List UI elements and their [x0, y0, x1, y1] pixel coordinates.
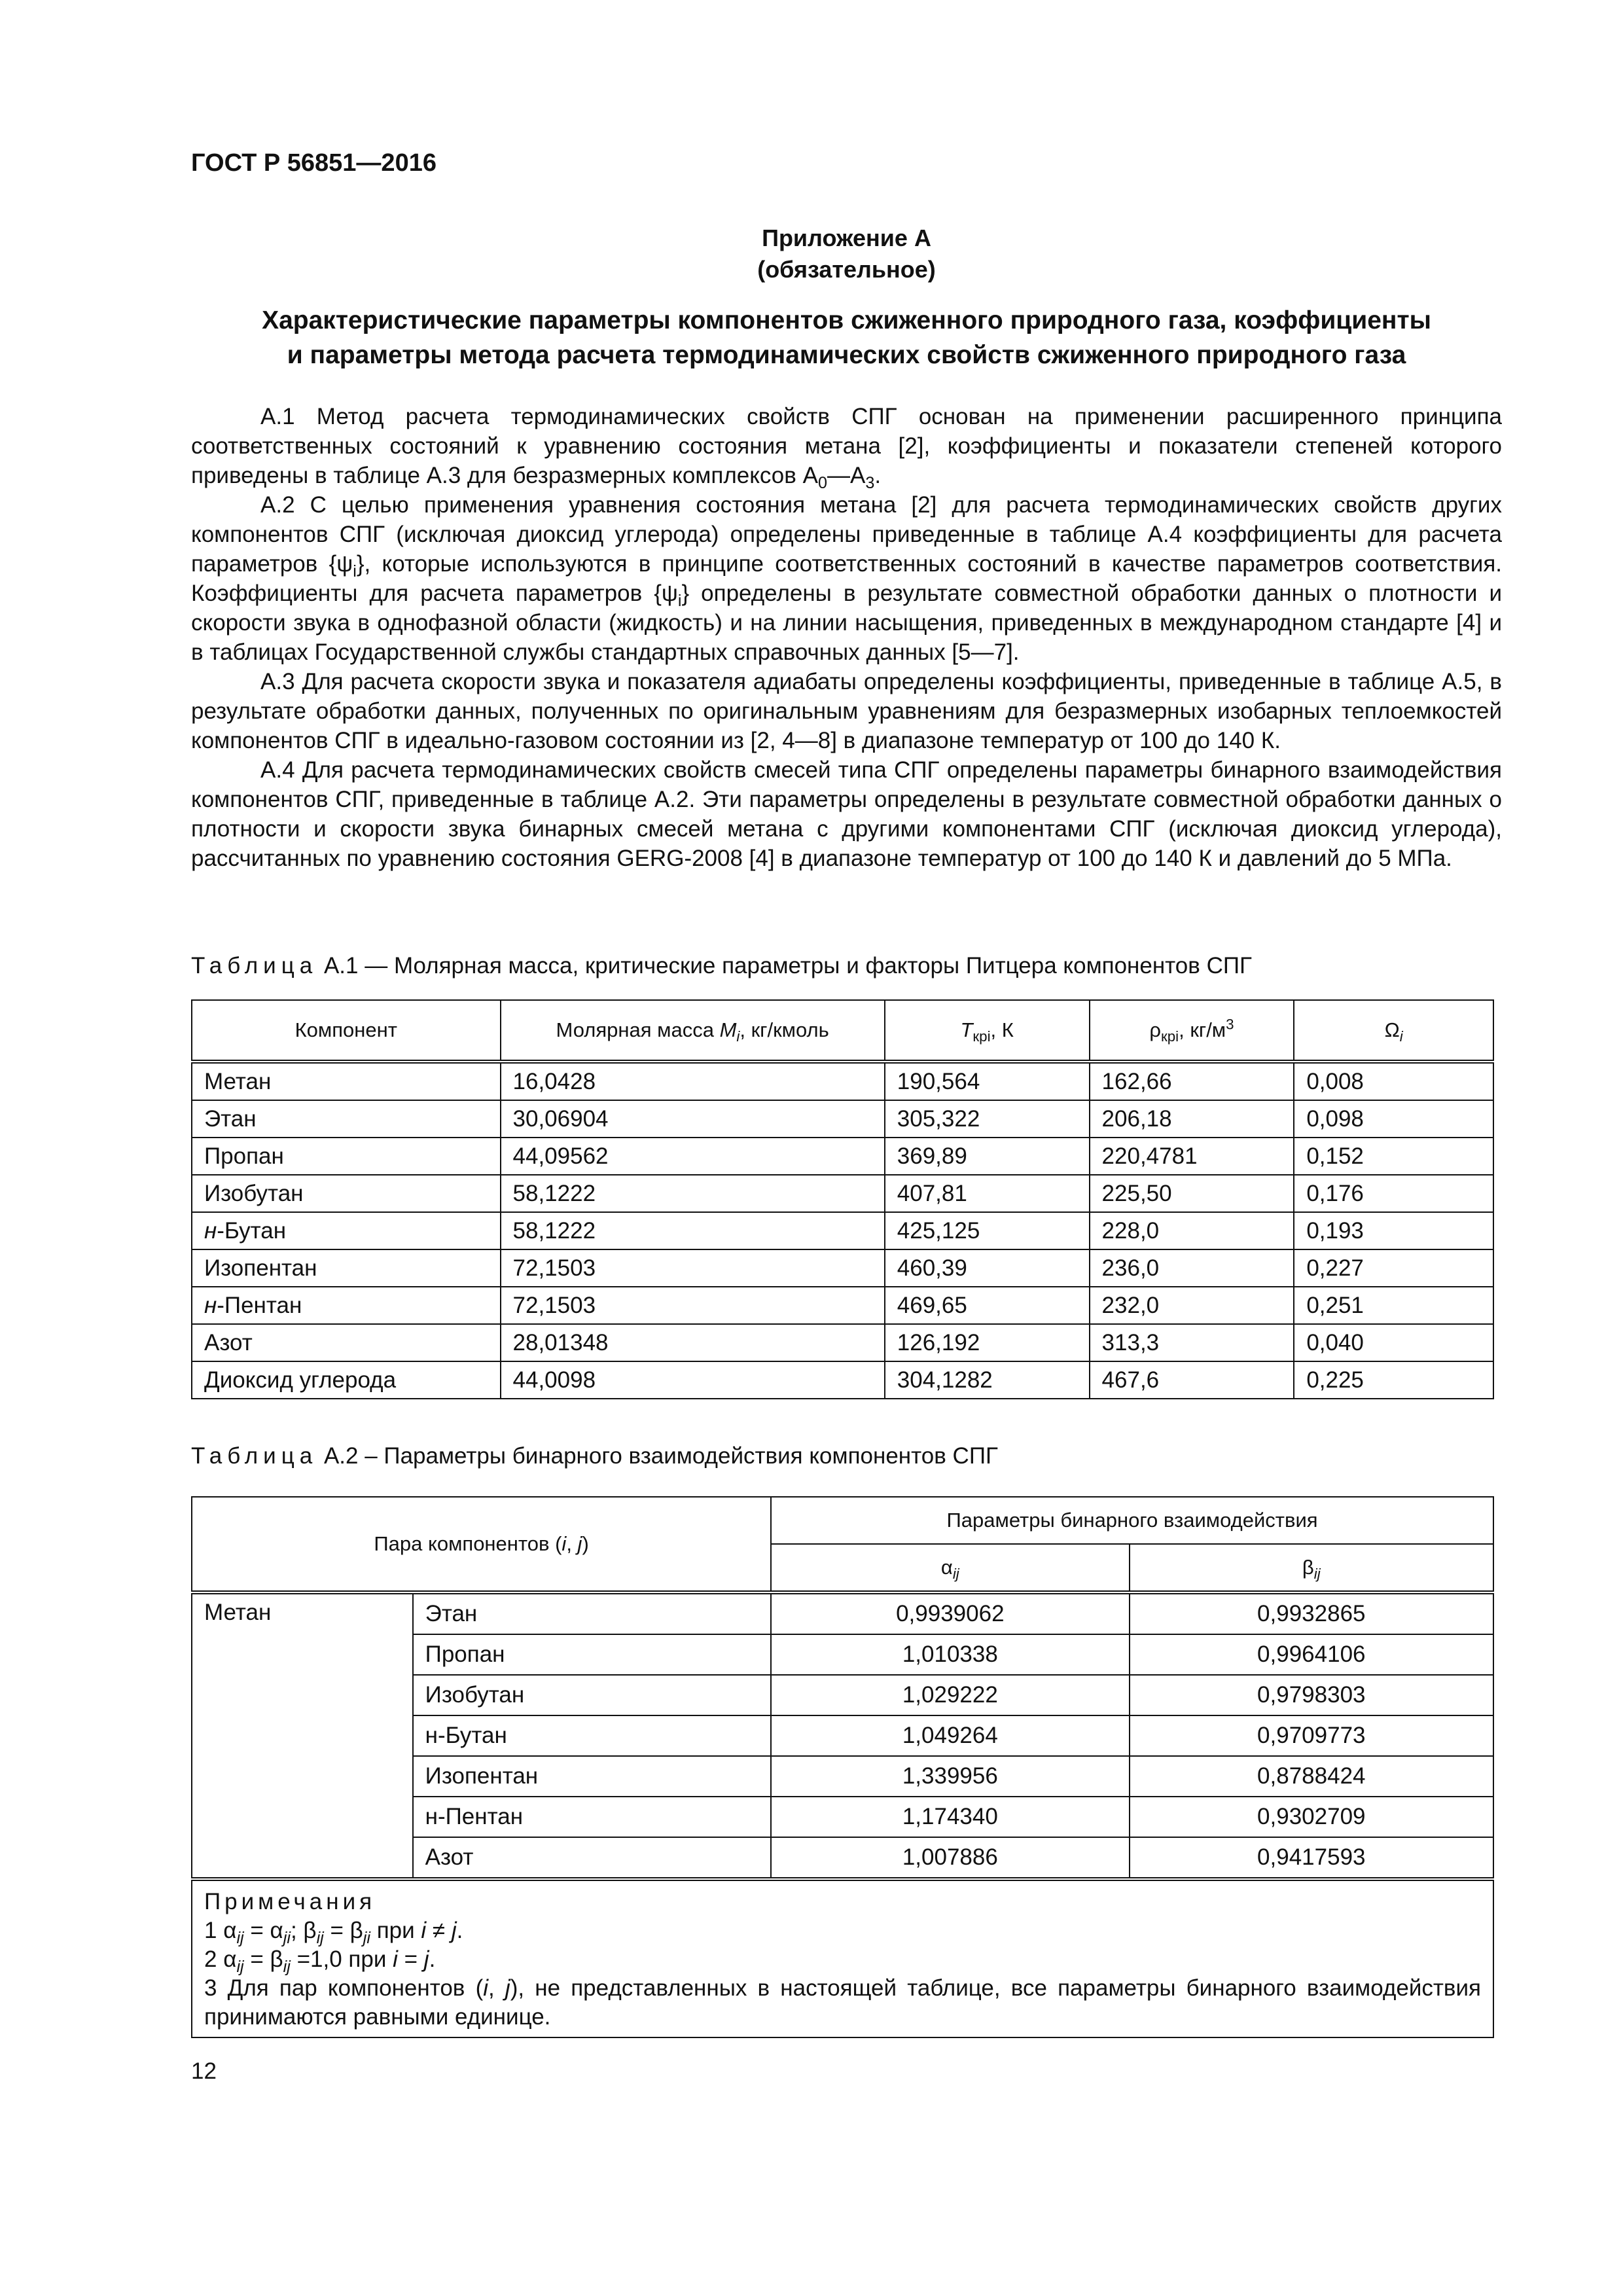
table1-header-row — [192, 1000, 1493, 1062]
critical-temperature: 469,65 — [885, 1287, 1090, 1324]
n1-end: . — [456, 1918, 463, 1943]
document-code: ГОСТ Р 56851—2016 — [191, 149, 437, 177]
molar-pre: Молярная масса — [556, 1018, 720, 1041]
paragraph-a4: А.4 Для расчета термодинамических свойств смесей типа СПГ определены параметры бинарного взаимодействия компонентов СПГ, приведенные в таблице А.2. Эти параметры определены в результате совместной обработки данных о плотности и скорости звука бинарных смесей метана с другими компонентами СПГ (исключая диоксид углерода), рассчитанных по уравнению состояния GERG-2008 [4] в диапазоне температур от 100 до 140 К и давлений до 5 МПа. — [191, 757, 1502, 871]
n1-ij: ij — [236, 1929, 244, 1947]
component-label: Пропан — [204, 1143, 284, 1169]
table2-notes-row — [192, 1879, 1493, 2037]
table2-header-row1 — [192, 1497, 1493, 1544]
component-label: Метан — [204, 1068, 272, 1094]
component-prefix: н — [204, 1292, 217, 1318]
annex-heading — [191, 223, 1502, 285]
critical-temperature: 460,39 — [885, 1249, 1090, 1287]
table1-header-tcrit — [885, 1000, 1090, 1062]
paragraph-a2 — [191, 490, 1502, 667]
alpha-sym: α — [940, 1556, 953, 1579]
second-component: н-Пентан — [413, 1797, 771, 1837]
component-prefix: н — [204, 1217, 217, 1244]
molar-mass: 72,1503 — [501, 1249, 885, 1287]
table2-header-alpha — [771, 1544, 1129, 1592]
table1-header-omega — [1294, 1000, 1493, 1062]
paragraph-a1-dash: —А — [827, 463, 866, 488]
table1-header-component: Компонент — [192, 1000, 501, 1062]
molar-mass: 16,0428 — [501, 1062, 885, 1100]
n3-j: j — [505, 1975, 510, 2001]
critical-density: 225,50 — [1090, 1175, 1294, 1212]
n2-ij2: ij — [283, 1958, 291, 1976]
paragraph-a1-end: . — [874, 463, 882, 488]
beta-value: 0,9417593 — [1130, 1837, 1493, 1879]
beta-value: 0,9709773 — [1130, 1715, 1493, 1756]
table2-notes — [192, 1879, 1493, 2037]
n2-end: . — [429, 1946, 436, 1972]
component-label: -Пентан — [217, 1292, 302, 1318]
pitzer-factor: 0,040 — [1294, 1324, 1493, 1361]
molar-sym: M — [719, 1018, 737, 1041]
pitzer-factor: 0,193 — [1294, 1212, 1493, 1249]
alpha-sub: ij — [952, 1566, 959, 1583]
paragraph-a2-text2: }, которые используются в принципе соответственных состояний в качестве параметров соответствия. Коэффициенты для расчета параметров {ψ — [191, 551, 1502, 606]
table-row — [192, 1212, 1493, 1249]
n1-num: 1 — [204, 1918, 224, 1943]
n1-ji2: ji — [363, 1929, 370, 1947]
table-row — [192, 1249, 1493, 1287]
table1-caption-text: А.1 — Молярная масса, критические параметры и факторы Питцера компонентов СПГ — [317, 953, 1252, 978]
n1-semi: ; β — [290, 1918, 317, 1943]
pitzer-factor: 0,251 — [1294, 1287, 1493, 1324]
second-component: Азот — [413, 1837, 771, 1879]
n3-i: i — [483, 1975, 489, 2001]
component-name — [192, 1287, 501, 1324]
beta-value: 0,9798303 — [1130, 1675, 1493, 1715]
tcrit-post: , К — [990, 1018, 1014, 1041]
component-name — [192, 1361, 501, 1399]
component-name — [192, 1249, 501, 1287]
annex-label: Приложение А — [762, 224, 931, 251]
component-label: Изопентан — [204, 1255, 317, 1281]
pair-pre: Пара компонентов ( — [374, 1532, 562, 1555]
rho-sup: 3 — [1226, 1016, 1234, 1033]
table2-caption — [191, 1441, 998, 1471]
rho-sub: крi — [1160, 1028, 1179, 1045]
beta-sym: β — [1302, 1556, 1314, 1579]
molar-mass: 58,1222 — [501, 1175, 885, 1212]
second-component: Пропан — [413, 1634, 771, 1675]
component-name — [192, 1138, 501, 1175]
table-row — [192, 1175, 1493, 1212]
body-text — [191, 402, 1502, 873]
table1-caption — [191, 951, 1252, 980]
beta-sub: ij — [1313, 1566, 1321, 1583]
omega-sym: Ω — [1384, 1018, 1400, 1041]
table-row — [192, 1361, 1493, 1399]
component-label: Изобутан — [204, 1180, 304, 1206]
component-name — [192, 1324, 501, 1361]
component-label: -Бутан — [217, 1217, 287, 1244]
tcrit-sub: крi — [972, 1028, 991, 1045]
table2-header-pair — [192, 1497, 771, 1592]
alpha-value: 1,174340 — [771, 1797, 1129, 1837]
table2-header-beta — [1130, 1544, 1493, 1592]
table1-caption-label: Таблица — [191, 953, 318, 978]
critical-density: 162,66 — [1090, 1062, 1294, 1100]
critical-density: 236,0 — [1090, 1249, 1294, 1287]
alpha-value: 1,010338 — [771, 1634, 1129, 1675]
annex-status: (обязательное) — [757, 256, 936, 283]
alpha-value: 1,029222 — [771, 1675, 1129, 1715]
n3-sep: , — [488, 1975, 505, 2001]
note-1 — [204, 1916, 1481, 1945]
pitzer-factor: 0,008 — [1294, 1062, 1493, 1100]
molar-mass: 30,06904 — [501, 1100, 885, 1138]
component-name — [192, 1062, 501, 1100]
molar-mass: 58,1222 — [501, 1212, 885, 1249]
component-name — [192, 1175, 501, 1212]
n2-a: α — [223, 1946, 237, 1972]
rho-sym: ρ — [1149, 1018, 1161, 1041]
table-row — [192, 1592, 1493, 1634]
pitzer-factor: 0,176 — [1294, 1175, 1493, 1212]
second-component: Этан — [413, 1592, 771, 1634]
molar-sub: i — [736, 1028, 740, 1045]
annex-title-line2: и параметры метода расчета термодинамических свойств сжиженного природного газа — [287, 341, 1406, 369]
table1-header-rho — [1090, 1000, 1294, 1062]
pitzer-factor: 0,098 — [1294, 1100, 1493, 1138]
note-2 — [204, 1945, 1481, 1974]
table-binary-interaction — [191, 1496, 1494, 2038]
page-number: 12 — [191, 2058, 217, 2084]
n1-i: i — [421, 1918, 427, 1943]
molar-post: , кг/кмоль — [740, 1018, 829, 1041]
critical-temperature: 304,1282 — [885, 1361, 1090, 1399]
n1-ne: ≠ — [426, 1918, 452, 1943]
n1-ij2: ij — [316, 1929, 324, 1947]
pair-post: ) — [582, 1532, 589, 1555]
n2-eq: = β — [243, 1946, 283, 1972]
table-row — [192, 1062, 1493, 1100]
n2-val: =1,0 при — [290, 1946, 393, 1972]
rho-post: , кг/м — [1179, 1018, 1226, 1041]
critical-density: 228,0 — [1090, 1212, 1294, 1249]
critical-temperature: 369,89 — [885, 1138, 1090, 1175]
component-name — [192, 1100, 501, 1138]
paragraph-a1-sub0: 0 — [817, 474, 827, 492]
paragraph-a2-text1: А.2 С целью применения уравнения состояния метана [2] для расчета термодинамических свойств других компонентов СПГ (исключая диоксид углерода) определены приведенные в таблице А.4 коэффициенты для расчета параметров {ψ — [191, 492, 1502, 577]
pair-i: i — [562, 1532, 567, 1555]
note-3 — [204, 1974, 1481, 2032]
tcrit-sym: T — [960, 1018, 973, 1041]
critical-temperature: 190,564 — [885, 1062, 1090, 1100]
n1-rel: α — [223, 1918, 237, 1943]
critical-density: 206,18 — [1090, 1100, 1294, 1138]
critical-density: 232,0 — [1090, 1287, 1294, 1324]
table-molar-critical — [191, 999, 1494, 1399]
n3-post: ), не представленных в настоящей таблице, все параметры бинарного взаимодействия принимаются равными единице. — [204, 1975, 1482, 2030]
paragraph-a2-sub1: i — [353, 562, 357, 581]
component-label: Диоксид углерода — [204, 1367, 397, 1393]
n1-eq1: = α — [243, 1918, 283, 1943]
table-row — [192, 1138, 1493, 1175]
beta-value: 0,9302709 — [1130, 1797, 1493, 1837]
component-name — [192, 1212, 501, 1249]
critical-density: 467,6 — [1090, 1361, 1294, 1399]
n2-eqs: = — [397, 1946, 424, 1972]
molar-mass: 72,1503 — [501, 1287, 885, 1324]
critical-density: 313,3 — [1090, 1324, 1294, 1361]
critical-density: 220,4781 — [1090, 1138, 1294, 1175]
n3-pre: 3 Для пар компонентов ( — [204, 1975, 484, 2001]
first-component: Метан — [192, 1592, 413, 1879]
molar-mass: 44,09562 — [501, 1138, 885, 1175]
n2-i: i — [393, 1946, 398, 1972]
pitzer-factor: 0,227 — [1294, 1249, 1493, 1287]
component-label: Этан — [204, 1105, 257, 1132]
table-row — [192, 1100, 1493, 1138]
second-component: Изопентан — [413, 1756, 771, 1797]
paragraph-a3: А.3 Для расчета скорости звука и показателя адиабаты определены коэффициенты, приведенные в таблице А.5, в результате обработки данных, полученных по оригинальным уравнениям для безразмерных изобарных теплоемкостей компонентов СПГ в идеально-газовом состоянии из [2, 4—8] в диапазоне температур от 100 до 140 К. — [191, 669, 1502, 753]
n1-ji: ji — [283, 1929, 291, 1947]
beta-value: 0,8788424 — [1130, 1756, 1493, 1797]
n1-eq2: = β — [323, 1918, 363, 1943]
paragraph-a2-sub2: i — [677, 592, 682, 610]
beta-value: 0,9932865 — [1130, 1592, 1493, 1634]
table2-caption-label: Таблица — [191, 1443, 318, 1469]
critical-temperature: 126,192 — [885, 1324, 1090, 1361]
component-label: Азот — [204, 1329, 253, 1355]
alpha-value: 1,339956 — [771, 1756, 1129, 1797]
beta-value: 0,9964106 — [1130, 1634, 1493, 1675]
alpha-value: 1,049264 — [771, 1715, 1129, 1756]
pair-j: j — [577, 1532, 582, 1555]
omega-sub: i — [1399, 1028, 1403, 1045]
paragraph-a1-text: А.1 Метод расчета термодинамических свойств СПГ основан на применении расширенного принципа соответственных состояний к уравнению состояния метана [2], коэффициенты и показатели степеней которого приведены в таблице А.3 для безразмерных комплексов А — [191, 404, 1502, 488]
pair-sep: , — [566, 1532, 578, 1555]
paragraph-a1-sub3: 3 — [865, 474, 875, 492]
alpha-value: 0,9939062 — [771, 1592, 1129, 1634]
n1-cond: при — [370, 1918, 421, 1943]
n1-j: j — [451, 1918, 457, 1943]
critical-temperature: 407,81 — [885, 1175, 1090, 1212]
alpha-value: 1,007886 — [771, 1837, 1129, 1879]
second-component: н-Бутан — [413, 1715, 771, 1756]
table-row — [192, 1324, 1493, 1361]
critical-temperature: 305,322 — [885, 1100, 1090, 1138]
second-component: Изобутан — [413, 1675, 771, 1715]
molar-mass: 28,01348 — [501, 1324, 885, 1361]
annex-title — [191, 303, 1502, 372]
critical-temperature: 425,125 — [885, 1212, 1090, 1249]
notes-title: Примечания — [204, 1889, 376, 1914]
pitzer-factor: 0,225 — [1294, 1361, 1493, 1399]
molar-mass: 44,0098 — [501, 1361, 885, 1399]
annex-title-line1: Характеристические параметры компонентов сжиженного природного газа, коэффициенты — [262, 306, 1431, 334]
table2-caption-text: А.2 – Параметры бинарного взаимодействия компонентов СПГ — [317, 1443, 998, 1469]
n2-ij: ij — [236, 1958, 244, 1976]
pitzer-factor: 0,152 — [1294, 1138, 1493, 1175]
table1-header-molar — [501, 1000, 885, 1062]
n2-j: j — [423, 1946, 429, 1972]
table-row — [192, 1287, 1493, 1324]
paragraph-a1 — [191, 402, 1502, 490]
n2-num: 2 — [204, 1946, 224, 1972]
paragraph-a2-text3: } определены в результате совместной обработки данных о плотности и скорости звука в однофазной области (жидкость) и на линии насыщения, приведенных в международном стандарте [4] и в таблицах Государственной службы стандартных справочных данных [5—7]. — [191, 581, 1502, 665]
table2-header-params: Параметры бинарного взаимодействия — [771, 1497, 1493, 1544]
